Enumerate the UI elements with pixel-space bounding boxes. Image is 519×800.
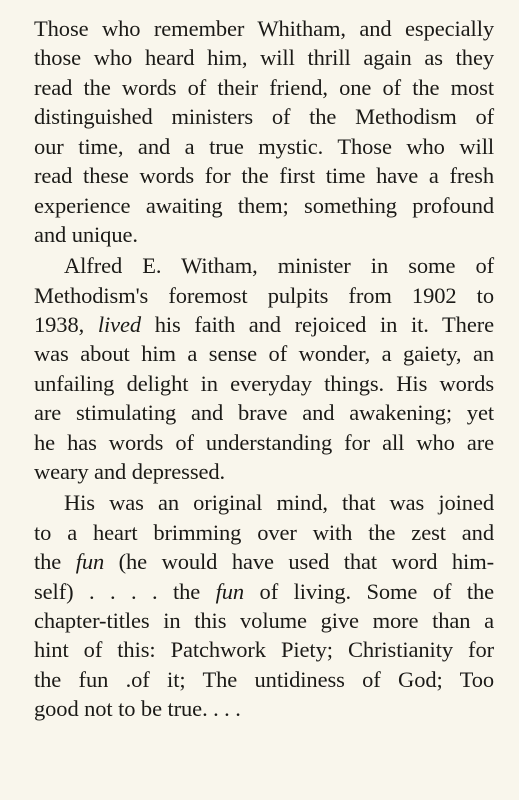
text-line: Methodism's foremost pulpits from 1902 to	[34, 282, 494, 308]
text-line: experience awaiting them; something profound	[34, 192, 494, 218]
text-line: was about him a sense of wonder, a gaiety, an	[34, 341, 494, 367]
text-line: read these words for the first time have a fresh	[34, 163, 494, 189]
text-line: distinguished ministers of the Methodism of	[34, 104, 494, 130]
text-line: 1938, lived his faith and rejoiced in it. There	[34, 312, 495, 337]
text-line: the fun .of it; The untidiness of God; Too	[34, 666, 494, 692]
italic-word: fun	[215, 578, 245, 604]
text-line: are stimulating and brave and awakening; yet	[34, 400, 494, 426]
text-line: read the words of their friend, one of the most	[34, 74, 494, 100]
text-line: the fun (he would have used that word him-	[34, 549, 494, 575]
text-line: good not to be true. . . .	[34, 696, 241, 722]
text-line: weary and depressed.	[34, 459, 226, 485]
italic-word: lived	[97, 312, 142, 337]
text-line: and unique.	[34, 222, 138, 248]
text-line: Those who remember Whitham, and especially	[34, 16, 494, 41]
text-line: to a heart brimming over with the zest and	[34, 519, 494, 545]
text-line: hint of this: Patchwork Piety; Christianity for	[34, 637, 494, 663]
text-line: he has words of understanding for all who are	[34, 429, 494, 455]
italic-word: fun	[75, 549, 105, 575]
text-line: those who heard him, will thrill again as they	[34, 45, 494, 71]
text-line: Alfred E. Witham, minister in some of	[64, 253, 494, 279]
text-line: chapter-titles in this volume give more than a	[34, 608, 494, 633]
text-line: our time, and a true mystic. Those who will	[34, 133, 494, 159]
text-line: self) . . . . the fun of living. Some of the	[34, 578, 495, 604]
text-line: unfailing delight in everyday things. His words	[34, 370, 494, 396]
text-line: His was an original mind, that was joined	[64, 490, 494, 516]
